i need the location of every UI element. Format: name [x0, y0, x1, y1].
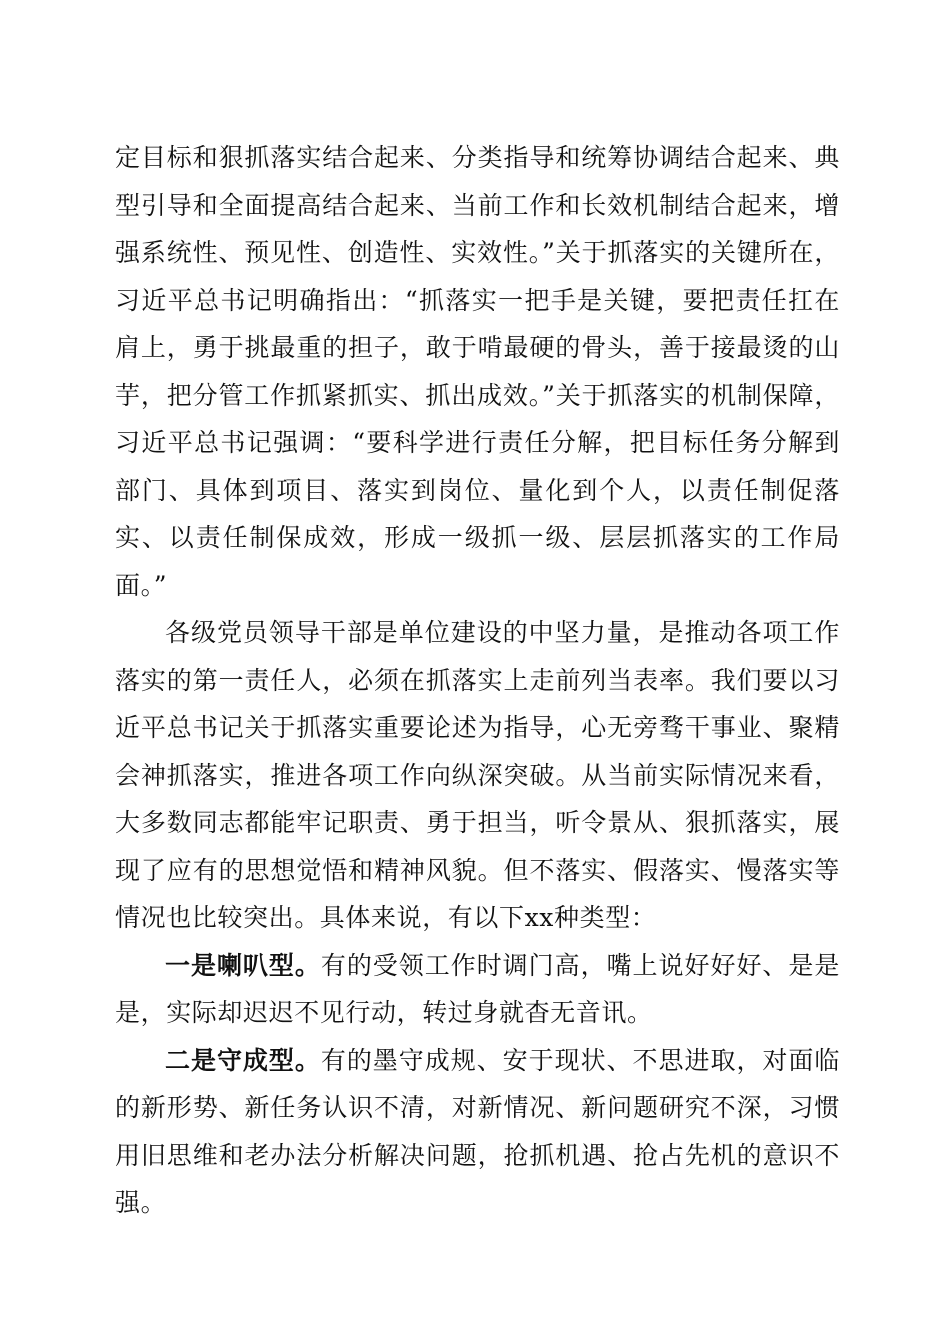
paragraph-lead: 一是喇叭型。	[165, 950, 321, 980]
paragraph-text: 有的墨守成规、安于现状、不思进取，对面临的新形势、新任务认识不清，对新情况、新问题研究不深，习惯用旧思维和老办法分析解决问题，抢抓机遇、抢占先机的意识不强。	[115, 1045, 840, 1217]
paragraph-lead: 二是守成型。	[165, 1045, 321, 1075]
paragraph-text: 各级党员领导干部是单位建设的中坚力量，是推动各项工作落实的第一责任人，必须在抓落实上走前列当表率。我们要以习近平总书记关于抓落实重要论述为指导，心无旁骛干事业、聚精会神抓落实，推进各项工作向纵深突破。从当前实际情况来看，大多数同志都能牢记职责、勇于担当，听令景从、狠抓落实，展现了应有的思想觉悟和精神风貌。但不落实、假落实、慢落实等情况也比较突出。具体来说，有以下xx种类型：	[115, 618, 840, 932]
paragraph-2	[115, 609, 840, 942]
document-body	[115, 134, 840, 1227]
paragraph-text: 定目标和狠抓落实结合起来、分类指导和统筹协调结合起来、典型引导和全面提高结合起来、当前工作和长效机制结合起来，增强系统性、预见性、创造性、实效性。”关于抓落实的关键所在，习近平总书记明确指出：“抓落实一把手是关键，要把责任扛在肩上，勇于挑最重的担子，敢于啃最硬的骨头，善于接最烫的山芋，把分管工作抓紧抓实、抓出成效。”关于抓落实的机制保障，习近平总书记强调：“要科学进行责任分解，把目标任务分解到部门、具体到项目、落实到岗位、量化到个人，以责任制促落实、以责任制保成效，形成一级抓一级、层层抓落实的工作局面。”	[115, 143, 840, 600]
paragraph-4	[115, 1037, 840, 1227]
paragraph-1	[115, 134, 840, 609]
paragraph-3	[115, 942, 840, 1037]
paragraph-text: 有的受领工作时调门高，嘴上说好好好、是是是，实际却迟迟不见行动，转过身就杳无音讯。	[115, 950, 840, 1027]
